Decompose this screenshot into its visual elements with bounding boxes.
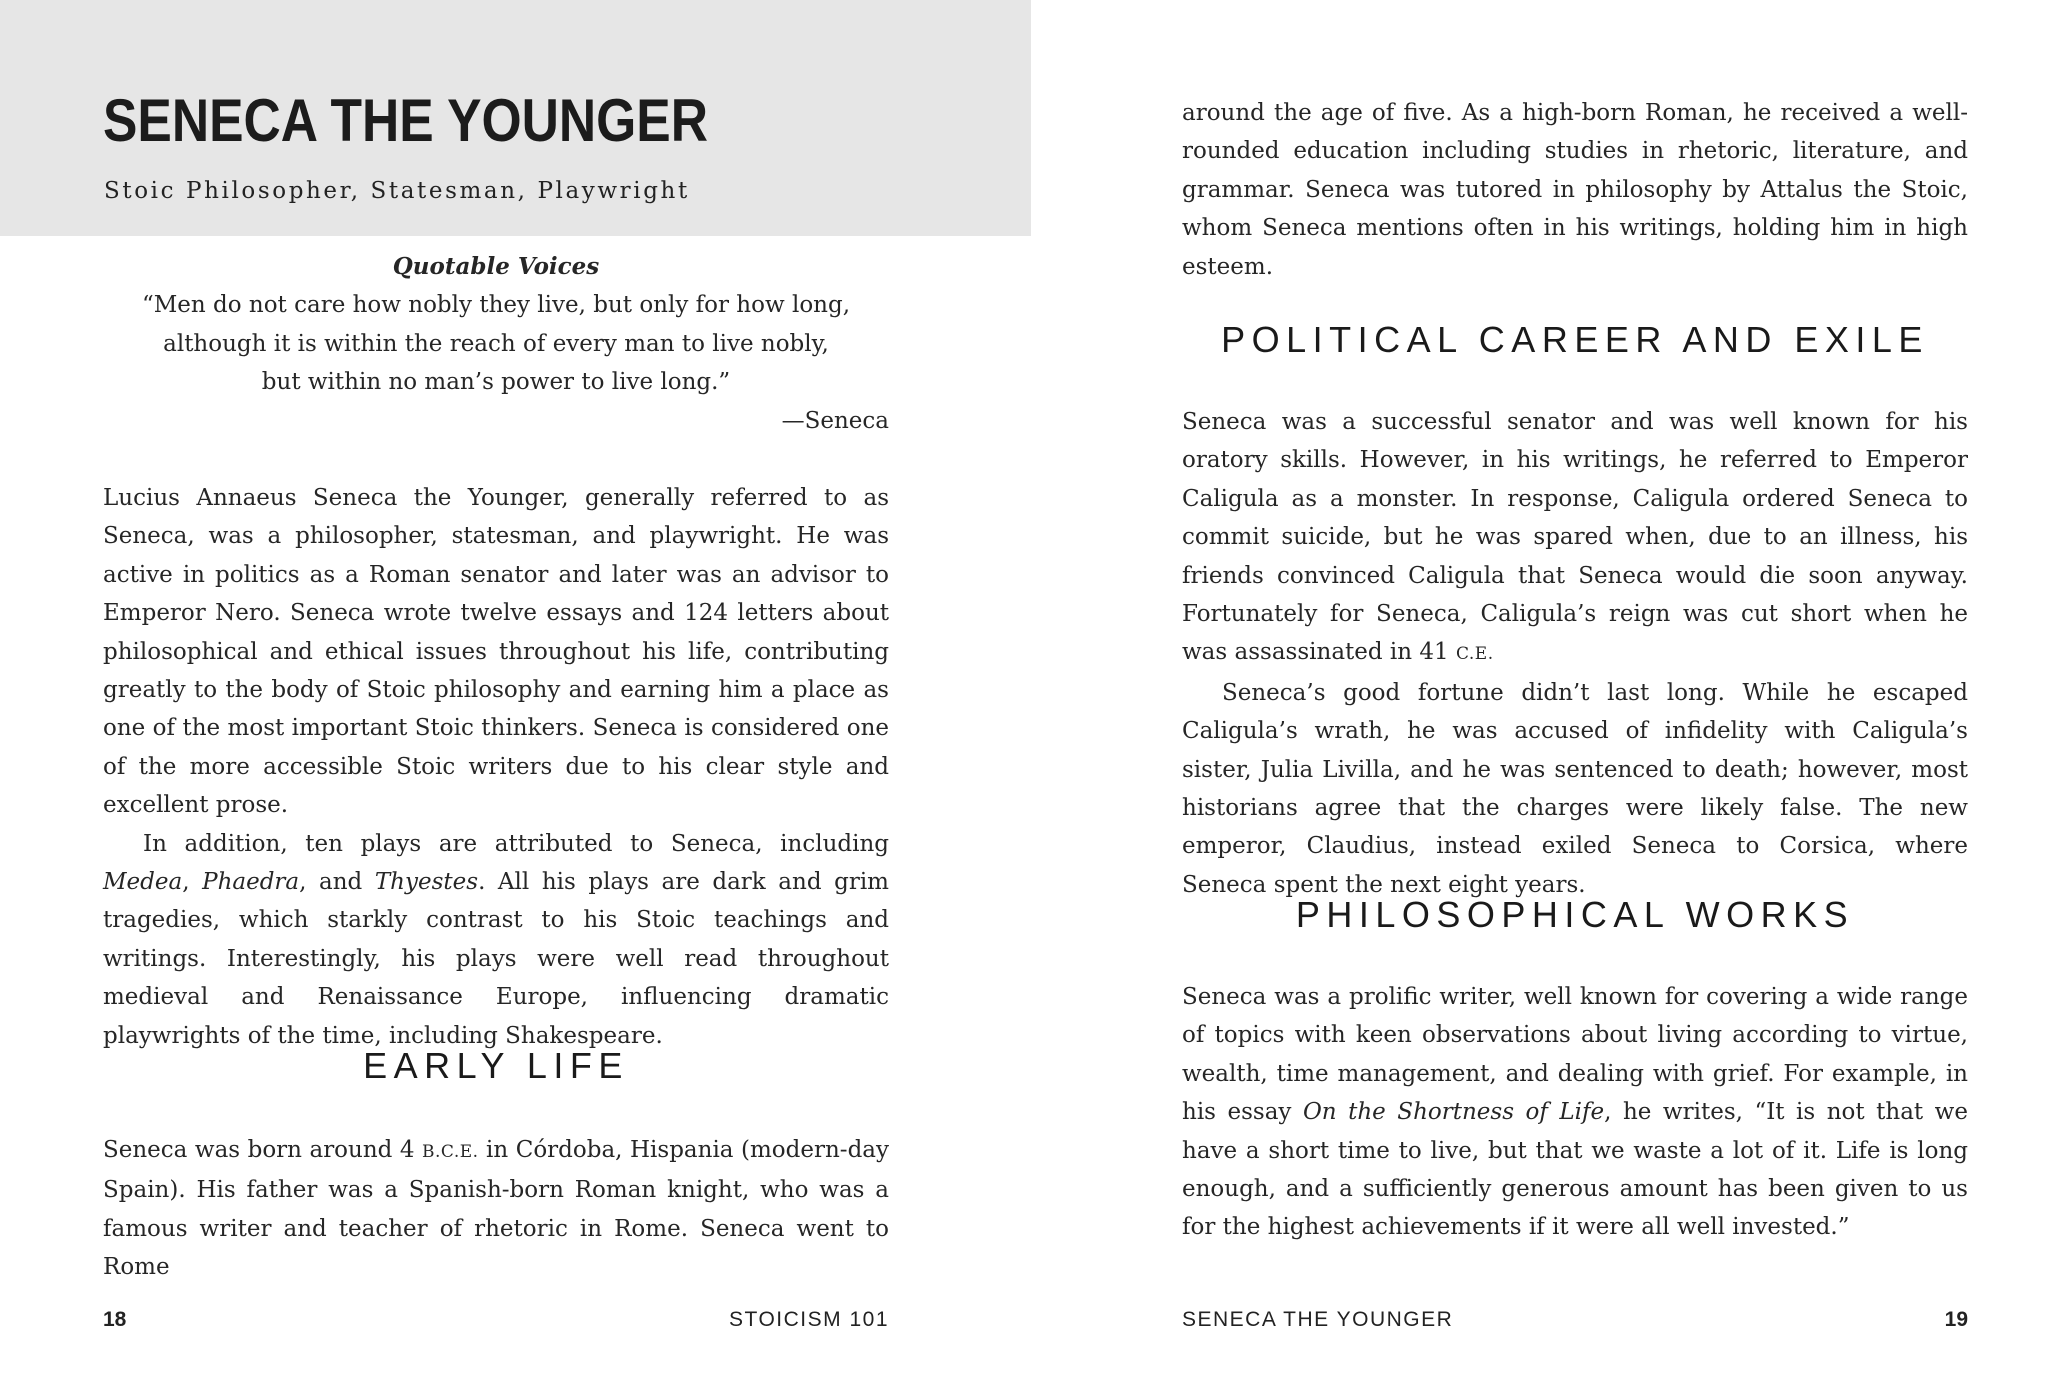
essay-title: On the Shortness of Life bbox=[1302, 1099, 1605, 1126]
political-paragraph bbox=[1182, 403, 1968, 674]
plays-paragraph bbox=[103, 825, 889, 1055]
quote-text bbox=[103, 286, 889, 401]
political-text-start: Seneca was a successful senator and was well known for his oratory skills. However, in his writings, he referred to Emperor Caligula as a monster. In response, Caligula ordered Seneca to commit suicide, but he was spared when, due to an illness, his friends convinced Caligula that Seneca would die soon anyway. Fortunately for Seneca, Caligula’s reign was cut short when he was assassinated in 41 bbox=[1182, 409, 1968, 666]
play-title-thyestes: Thyestes bbox=[374, 869, 479, 896]
quote-line: “Men do not care how nobly they live, but only for how long, bbox=[141, 292, 851, 319]
early-life-paragraph bbox=[103, 1131, 889, 1287]
continued-text bbox=[1182, 94, 1968, 286]
play-title-phaedra: Phaedra bbox=[202, 869, 300, 896]
quote-line: but within no man’s power to live long.” bbox=[261, 369, 731, 396]
section-heading-political-career: POLITICAL CAREER AND EXILE bbox=[1221, 319, 1929, 360]
plays-separator: , and bbox=[299, 869, 375, 896]
intro-text bbox=[103, 479, 889, 1055]
quote-heading: Quotable Voices bbox=[392, 253, 600, 280]
works-text bbox=[1182, 978, 1968, 1247]
section-heading-early-life: EARLY LIFE bbox=[363, 1045, 629, 1086]
era-ce: C.E. bbox=[1455, 644, 1494, 665]
continued-paragraph: around the age of five. As a high-born Roman, he received a well-rounded education including studies in rhetoric, literature, and grammar. Seneca was tutored in philosophy by Attalus the Stoic, whom Seneca mentions often in his writings, holding him in high esteem. bbox=[1182, 100, 1968, 280]
section-heading-philosophical-works: PHILOSOPHICAL WORKS bbox=[1295, 894, 1855, 935]
quote-line: although it is within the reach of every man to live nobly, bbox=[163, 330, 829, 357]
plays-text-start: In addition, ten plays are attributed to Seneca, including bbox=[143, 830, 889, 857]
intro-paragraph: Lucius Annaeus Seneca the Younger, generally referred to as Seneca, was a philosopher, statesman, and playwright. He was active in politics as a Roman senator and later was an advisor to Emperor Nero. Seneca wrote twelve essays and 124 letters about philosophical and ethical issues throughout his life, contributing greatly to the body of Stoic philosophy and earning him a place as one of the most important Stoic thinkers. Seneca is considered one of the more accessible Stoic writers due to his clear style and excellent prose. bbox=[103, 485, 889, 819]
early-life-text-start: Seneca was born around 4 bbox=[103, 1137, 423, 1163]
right-page bbox=[1031, 0, 2062, 1400]
play-title-medea: Medea bbox=[103, 869, 183, 896]
works-text-start: Seneca was a prolific writer, well known for covering a wide range of topics with keen observations about living according to virtue, wealth, time management, and dealing with grief. For example, in his essay bbox=[1182, 984, 1968, 1126]
chapter-title: SENECA THE YOUNGER bbox=[103, 87, 708, 154]
political-text bbox=[1182, 403, 1968, 904]
quote-block bbox=[103, 248, 889, 440]
chapter-subtitle: Stoic Philosopher, Statesman, Playwright bbox=[104, 178, 690, 204]
page-number-left: 18 bbox=[103, 1308, 127, 1331]
era-bce: B.C.E. bbox=[422, 1142, 479, 1162]
quote-attribution: —Seneca bbox=[781, 407, 889, 434]
exile-paragraph: Seneca’s good fortune didn’t last long. While he escaped Caligula’s wrath, he was accused of infidelity with Caligula’s sister, Julia Livilla, and he was sentenced to death; however, most historians agree that the charges were likely false. The new emperor, Claudius, instead exiled Seneca to Corsica, where Seneca spent the next eight years. bbox=[1182, 679, 1968, 898]
running-head-left: STOICISM 101 bbox=[729, 1308, 889, 1331]
works-paragraph bbox=[1182, 978, 1968, 1247]
works-text-end: , he writes, “It is not that we have a short time to live, but that we waste a lot of it. Life is long enough, and a sufficiently generous amount has been given to us for the highest achievements if it were all well invested.” bbox=[1182, 1099, 1968, 1241]
page-number-right: 19 bbox=[1944, 1308, 1968, 1331]
early-life-text-end: in Córdoba, Hispania (modern-day Spain). His father was a Spanish-born Roman knight, who was a famous writer and teacher of rhetoric in Rome. Seneca went to Rome bbox=[103, 1137, 889, 1281]
running-head-right: SENECA THE YOUNGER bbox=[1182, 1308, 1454, 1331]
plays-text-end: . All his plays are dark and grim tragedies, which starkly contrast to his Stoic teachings and writings. Interestingly, his plays were well read throughout medieval and Renaissance Europe, influencing dramatic playwrights of the time, including Shakespeare. bbox=[103, 869, 889, 1049]
plays-separator: , bbox=[182, 869, 203, 896]
early-life-text bbox=[103, 1131, 889, 1287]
